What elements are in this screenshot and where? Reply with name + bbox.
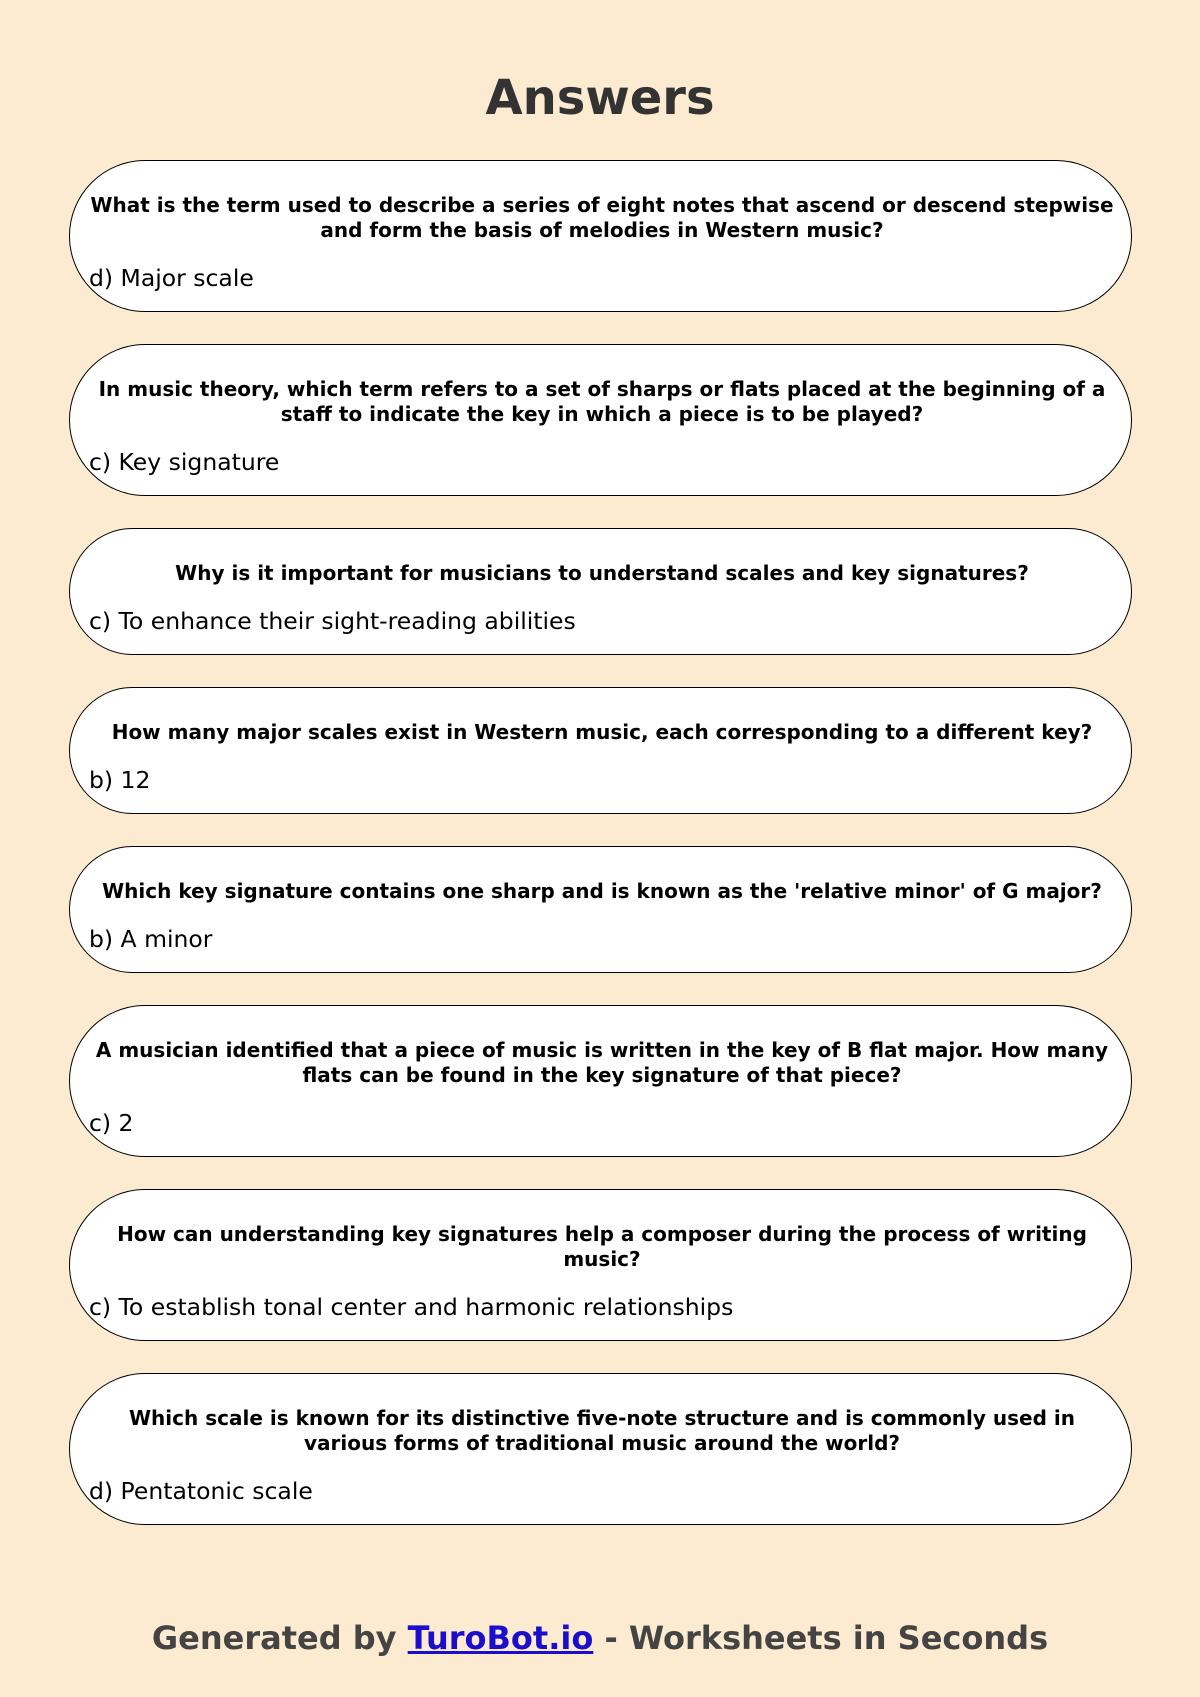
answer-text: d) Major scale [89,264,254,292]
answer-text: b) A minor [89,925,213,953]
question-text: A musician identified that a piece of music is written in the key of B flat major. How many flats can be found in the key signature of that piece? [95,1038,1109,1087]
question-text: How can understanding key signatures help a composer during the process of writing music? [117,1222,1087,1271]
answer-card [69,528,1132,655]
answer-text: b) 12 [89,766,151,794]
answer-card [69,687,1132,814]
answer-card [69,1373,1132,1525]
footer-prefix: Generated by [151,1619,408,1657]
question-text: In music theory, which term refers to a set of sharps or flats placed at the beginning of a staff to indicate the key in which a piece is to be played? [98,377,1106,426]
question-text: Which key signature contains one sharp and is known as the 'relative minor' of G major? [102,879,1102,903]
answer-card [69,1189,1132,1341]
answer-card [69,160,1132,312]
answer-card [69,1005,1132,1157]
answer-text: c) To enhance their sight-reading abilities [89,607,576,635]
footer [0,1618,1200,1658]
footer-suffix: - Worksheets in Seconds [593,1619,1049,1657]
question-text: Which scale is known for its distinctive five-note structure and is commonly used in various forms of traditional music around the world? [129,1406,1075,1455]
answer-text: c) To establish tonal center and harmonic relationships [89,1293,734,1321]
answer-card [69,846,1132,973]
answer-list [69,160,1132,1557]
question-text: Why is it important for musicians to understand scales and key signatures? [175,561,1029,585]
turobot-link[interactable]: TuroBot.io [407,1619,594,1657]
page-title: Answers [485,70,715,126]
answer-text: c) 2 [89,1109,134,1137]
answer-text: c) Key signature [89,448,280,476]
question-text: How many major scales exist in Western music, each corresponding to a different key? [111,720,1093,744]
answer-card [69,344,1132,496]
question-text: What is the term used to describe a series of eight notes that ascend or descend stepwise and form the basis of melodies in Western music? [90,193,1114,242]
answer-text: d) Pentatonic scale [89,1477,313,1505]
